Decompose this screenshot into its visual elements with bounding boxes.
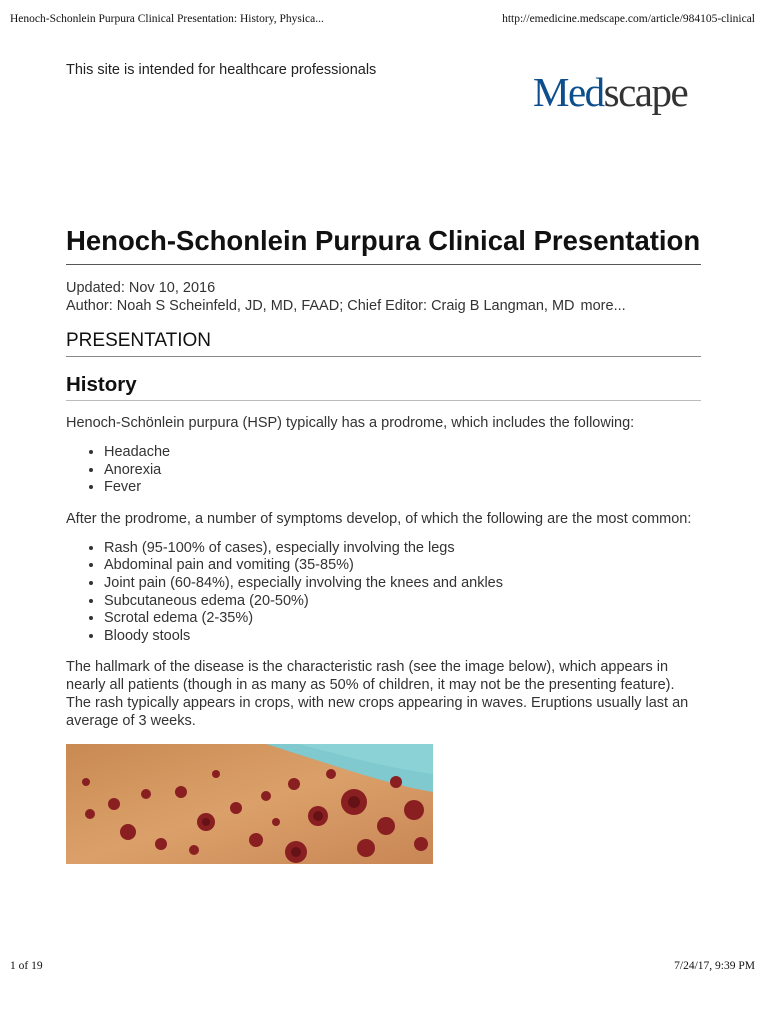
logo-med: Med (533, 69, 604, 115)
list-item: • Abdominal pain and vomiting (35-85%) (104, 557, 701, 575)
print-page-url[interactable]: http://emedicine.medscape.com/article/984105-clinical (502, 13, 755, 25)
site-notice: This site is intended for healthcare professionals (66, 62, 377, 78)
subsection-heading: History (66, 373, 701, 401)
list-item: • Headache (104, 444, 701, 462)
author-line (66, 297, 701, 315)
print-footer (10, 960, 755, 972)
list-item: • Subcutaneous edema (20-50%) (104, 593, 701, 611)
symptoms-list (66, 540, 701, 646)
list-item: • Fever (104, 479, 701, 497)
print-page-title: Henoch-Schonlein Purpura Clinical Presentation: History, Physica... (10, 13, 324, 25)
medscape-logo[interactable] (533, 69, 688, 115)
list-item: • Scrotal edema (2-35%) (104, 610, 701, 628)
page-counter: 1 of 19 (10, 960, 43, 972)
prodrome-list (66, 444, 701, 497)
page-title: Henoch-Schonlein Purpura Clinical Presentation (66, 224, 701, 265)
updated-date: Updated: Nov 10, 2016 (66, 280, 216, 296)
article-meta (66, 279, 701, 315)
print-header (10, 13, 755, 25)
list-item: • Rash (95-100% of cases), especially involving the legs (104, 540, 701, 558)
rash-photo[interactable] (66, 744, 433, 864)
list-item: • Anorexia (104, 462, 701, 480)
symptoms-paragraph: After the prodrome, a number of symptoms develop, of which the following are the most common: (66, 510, 692, 527)
rash-paragraph: The hallmark of the disease is the characteristic rash (see the image below), which appears in nearly all patients (though in as many as 50% of children, it may not be the presenting feature). The rash typically appears in crops, with new crops appearing in waves. Eruptions usually last an average of 3 weeks. (66, 659, 689, 730)
intro-paragraph: Henoch-Schönlein purpura (HSP) typically has a prodrome, which includes the following: (66, 415, 635, 431)
print-datetime: 7/24/17, 9:39 PM (674, 960, 755, 972)
author-text: Author: Noah S Scheinfeld, JD, MD, FAAD; Chief Editor: Craig B Langman, MD (66, 298, 575, 314)
list-item: • Bloody stools (104, 628, 701, 646)
article-content (66, 224, 701, 864)
list-item: • Joint pain (60-84%), especially involving the knees and ankles (104, 575, 701, 593)
logo-scape: scape (603, 69, 688, 115)
more-link[interactable]: more... (580, 298, 626, 314)
section-heading: PRESENTATION (66, 330, 701, 357)
